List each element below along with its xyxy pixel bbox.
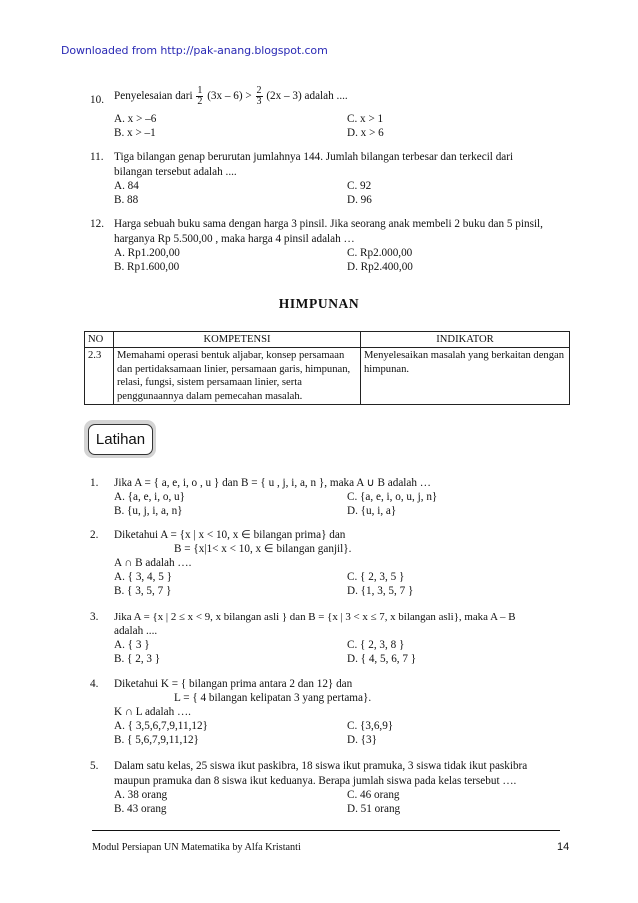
practice-2 xyxy=(90,528,570,598)
question-number: 4. xyxy=(90,678,99,690)
section-title: HIMPUNAN xyxy=(278,296,360,311)
fraction-denominator: 2 xyxy=(197,96,203,107)
option-d: D. {u, i, a} xyxy=(347,505,397,517)
table-cell-kompetensi: Memahami operasi bentuk aljabar, konsep persamaan dan pertidaksamaan linier, persamaan garis, himpunan, relasi, fungsi, sistem persamaan linier, serta penggunaannya dalam pemecahan masalah. xyxy=(114,348,361,405)
question-text-line3: K ∩ L adalah …. xyxy=(114,706,191,718)
option-d: D. x > 6 xyxy=(347,127,384,139)
question-text: Jika A = { a, e, i, o , u } dan B = { u , j, i, a, n }, maka A ∪ B adalah … xyxy=(114,477,431,489)
table-header-no: NO xyxy=(85,332,114,348)
question-text xyxy=(114,86,554,107)
question-text: Tiga bilangan genap berurutan jumlahnya 144. Jumlah bilangan terbesar dan terkecil dari bilangan tersebut adalah .... xyxy=(114,151,514,178)
option-c: C. {a, e, i, o, u, j, n} xyxy=(347,491,438,503)
practice-1 xyxy=(90,476,570,521)
question-text-line3: A ∩ B adalah …. xyxy=(114,557,192,569)
latihan-badge xyxy=(84,420,156,458)
competency-table xyxy=(84,331,570,405)
option-a: A. { 3 } xyxy=(114,639,150,651)
option-b: B. 43 orang xyxy=(114,803,167,815)
practice-3 xyxy=(90,610,570,670)
question-number: 3. xyxy=(90,611,99,623)
question-text-line2: adalah .... xyxy=(114,625,158,637)
option-d: D. {3} xyxy=(347,734,378,746)
question-12 xyxy=(90,217,570,277)
question-number: 12. xyxy=(90,218,104,230)
question-text: Jika A = {x | 2 ≤ x < 9, x bilangan asli } dan B = {x | 3 < x ≤ 7, x bilangan asli}, maka A – B xyxy=(114,611,516,623)
option-b: B. 88 xyxy=(114,194,139,206)
question-text-post: (2x – 3) adalah .... xyxy=(266,90,348,103)
question-number: 1. xyxy=(90,477,99,489)
option-c: C. 46 orang xyxy=(347,789,400,801)
fraction-numerator: 1 xyxy=(197,85,203,96)
table-header-row xyxy=(85,332,570,348)
fraction-one-half xyxy=(196,86,203,107)
fraction-denominator: 3 xyxy=(256,96,262,107)
question-text-line2: B = {x|1< x < 10, x ∈ bilangan ganjil}. xyxy=(174,543,352,555)
option-d: D. 96 xyxy=(347,194,372,206)
option-d: D. { 4, 5, 6, 7 } xyxy=(347,653,417,665)
option-a: A. 84 xyxy=(114,180,139,192)
practice-4 xyxy=(90,677,570,747)
question-10 xyxy=(90,86,570,146)
question-number: 2. xyxy=(90,529,99,541)
question-number: 11. xyxy=(90,151,104,163)
table-header-indikator: INDIKATOR xyxy=(361,332,570,348)
option-a: A. x > –6 xyxy=(114,113,157,125)
question-text-line2: L = { 4 bilangan kelipatan 3 yang pertama}. xyxy=(174,692,372,704)
option-a: A. 38 orang xyxy=(114,789,168,801)
option-b: B. {u, j, i, a, n} xyxy=(114,505,183,517)
fraction-numerator: 2 xyxy=(256,85,262,96)
page-number: 14 xyxy=(557,841,570,853)
question-number: 10. xyxy=(90,94,104,106)
question-11 xyxy=(90,150,570,210)
option-b: B. Rp1.600,00 xyxy=(114,261,180,273)
option-c: C. { 2, 3, 5 } xyxy=(347,571,405,583)
table-row xyxy=(85,348,570,405)
practice-5 xyxy=(90,759,570,819)
fraction-two-thirds xyxy=(256,86,263,107)
option-b: B. x > –1 xyxy=(114,127,156,139)
question-text: Diketahui A = {x | x < 10, x ∈ bilangan prima} dan xyxy=(114,529,346,541)
option-a: A. Rp1.200,00 xyxy=(114,247,180,259)
option-c: C. x > 1 xyxy=(347,113,384,125)
option-a: A. { 3,5,6,7,9,11,12} xyxy=(114,720,208,732)
option-a: A. { 3, 4, 5 } xyxy=(114,571,172,583)
question-number: 5. xyxy=(90,760,99,772)
option-b: B. { 2, 3 } xyxy=(114,653,161,665)
option-d: D. 51 orang xyxy=(347,803,401,815)
option-b: B. { 3, 5, 7 } xyxy=(114,585,172,597)
table-header-kompetensi: KOMPETENSI xyxy=(114,332,361,348)
option-a: A. {a, e, i, o, u} xyxy=(114,491,186,503)
badge-label: Latihan xyxy=(88,424,153,455)
question-text: Diketahui K = { bilangan prima antara 2 dan 12} dan xyxy=(114,678,353,690)
question-text: Harga sebuah buku sama dengan harga 3 pinsil. Jika seorang anak membeli 2 buku dan 5 pinsil, harganya Rp 5.500,00 , maka harga 4 pinsil adalah … xyxy=(114,218,543,245)
question-text-mid: (3x – 6) > xyxy=(207,90,252,103)
source-watermark: Downloaded from http://pak-anang.blogspot.com xyxy=(61,44,328,57)
option-d: D. Rp2.400,00 xyxy=(347,261,413,273)
footer-rule xyxy=(92,830,560,831)
table-cell-indikator: Menyelesaikan masalah yang berkaitan dengan himpunan. xyxy=(361,348,570,405)
footer-text: Modul Persiapan UN Matematika by Alfa Kristanti xyxy=(92,842,301,853)
question-text-pre: Penyelesaian dari xyxy=(114,90,193,103)
option-c: C. Rp2.000,00 xyxy=(347,247,413,259)
option-b: B. { 5,6,7,9,11,12} xyxy=(114,734,199,746)
question-text: Dalam satu kelas, 25 siswa ikut paskibra, 18 siswa ikut pramuka, 3 siswa tidak ikut paskibra maupun pramuka dan 8 siswa ikut keduanya. Berapa jumlah siswa pada kelas tersebut …. xyxy=(114,760,528,787)
option-c: C. 92 xyxy=(347,180,372,192)
option-c: C. { 2, 3, 8 } xyxy=(347,639,405,651)
option-d: D. {1, 3, 5, 7 } xyxy=(347,585,414,597)
option-c: C. {3,6,9} xyxy=(347,720,394,732)
table-cell-no: 2.3 xyxy=(85,348,114,405)
